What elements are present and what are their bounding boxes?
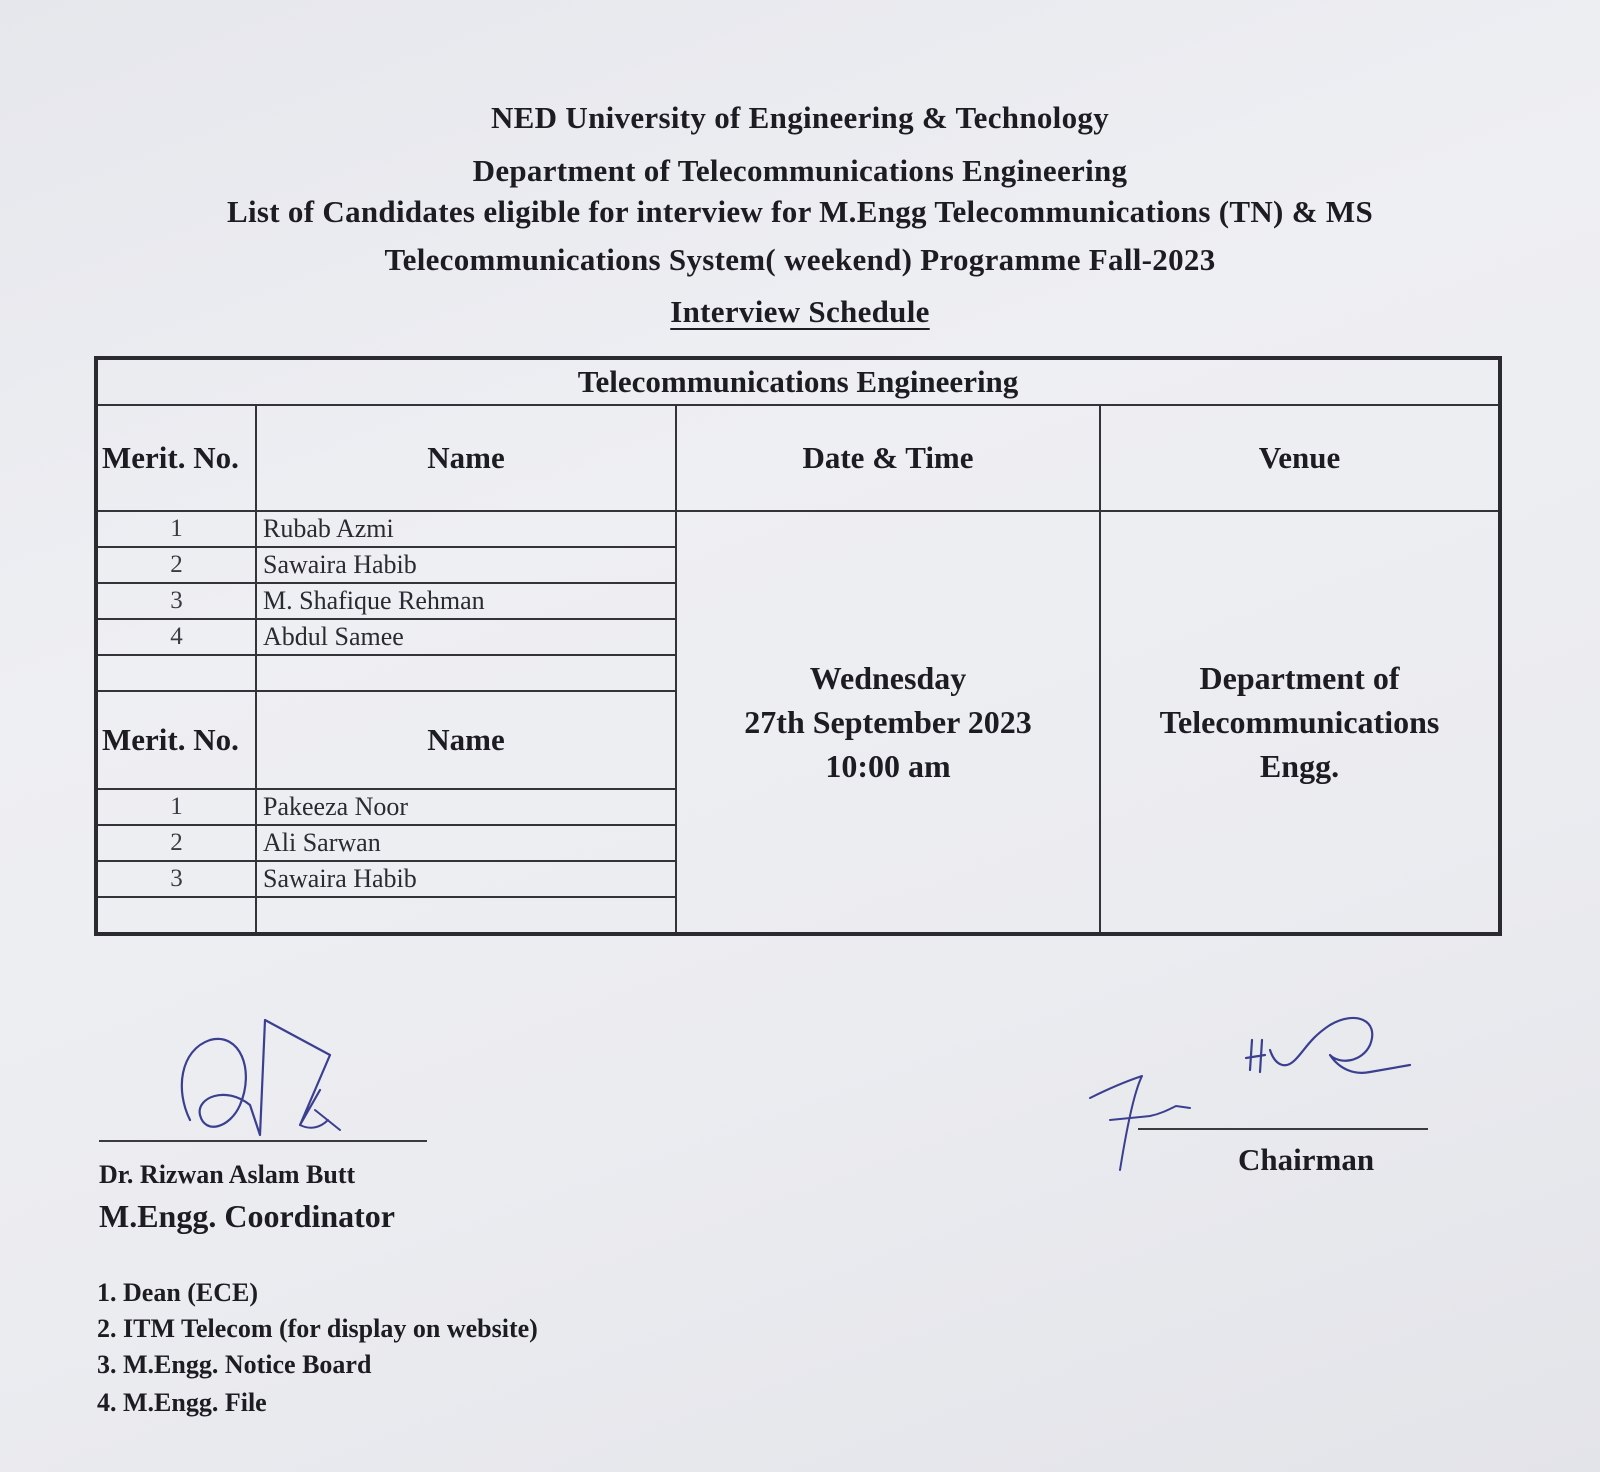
candidate-name: Pakeeza Noor bbox=[256, 789, 676, 825]
blank-cell bbox=[256, 897, 676, 934]
chairman-title: Chairman bbox=[1238, 1142, 1375, 1177]
copy-recipient: 4. M.Engg. File bbox=[97, 1388, 267, 1417]
venue-line-2: Telecommunications bbox=[1159, 704, 1440, 740]
copy-recipient: 3. M.Engg. Notice Board bbox=[97, 1350, 372, 1379]
column-header-venue: Venue bbox=[1100, 405, 1500, 511]
interview-date-time bbox=[676, 511, 1100, 934]
department-title: Department of Telecommunications Engineering bbox=[472, 153, 1128, 188]
schedule-heading bbox=[0, 294, 1600, 330]
venue-line-1: Department of bbox=[1199, 660, 1400, 696]
interview-venue bbox=[1100, 511, 1500, 934]
coordinator-signature-line bbox=[99, 1140, 427, 1142]
coordinator-signature bbox=[170, 1010, 370, 1160]
blank-cell bbox=[96, 897, 256, 934]
merit-number: 4 bbox=[96, 619, 256, 655]
blank-cell bbox=[96, 655, 256, 691]
blank-cell bbox=[256, 655, 676, 691]
venue-line-3: Engg. bbox=[1259, 748, 1340, 784]
column-header-merit-2: Merit. No. bbox=[96, 691, 256, 789]
candidate-name: Sawaira Habib bbox=[256, 861, 676, 897]
interview-time: 10:00 am bbox=[825, 748, 951, 784]
university-title: NED University of Engineering & Technology bbox=[491, 100, 1109, 135]
list-title-line-1: List of Candidates eligible for interview for M.Engg Telecommunications (TN) & MS bbox=[227, 194, 1373, 229]
interview-day: Wednesday bbox=[809, 660, 967, 696]
table-row bbox=[96, 511, 1500, 547]
coordinator-name: Dr. Rizwan Aslam Butt bbox=[99, 1160, 356, 1189]
column-header-name: Name bbox=[256, 405, 676, 511]
merit-number: 3 bbox=[96, 861, 256, 897]
interview-date: 27th September 2023 bbox=[744, 704, 1032, 740]
column-header-name-2: Name bbox=[256, 691, 676, 789]
candidate-name: Sawaira Habib bbox=[256, 547, 676, 583]
section-title: Telecommunications Engineering bbox=[96, 358, 1500, 405]
schedule-heading-text: Interview Schedule bbox=[670, 294, 930, 329]
candidate-name: Abdul Samee bbox=[256, 619, 676, 655]
copy-recipient: 2. ITM Telecom (for display on website) bbox=[97, 1314, 538, 1343]
merit-number: 2 bbox=[96, 825, 256, 861]
chairman-signature-line bbox=[1138, 1128, 1428, 1130]
merit-number: 3 bbox=[96, 583, 256, 619]
merit-number: 1 bbox=[96, 511, 256, 547]
candidate-name: Rubab Azmi bbox=[256, 511, 676, 547]
interview-schedule-table bbox=[94, 356, 1502, 936]
list-title-line-2: Telecommunications System( weekend) Programme Fall-2023 bbox=[384, 242, 1216, 277]
merit-number: 1 bbox=[96, 789, 256, 825]
column-header-datetime: Date & Time bbox=[676, 405, 1100, 511]
column-header-merit: Merit. No. bbox=[96, 405, 256, 511]
copy-recipient: 1. Dean (ECE) bbox=[97, 1278, 259, 1307]
merit-number: 2 bbox=[96, 547, 256, 583]
candidate-name: M. Shafique Rehman bbox=[256, 583, 676, 619]
coordinator-title: M.Engg. Coordinator bbox=[99, 1198, 395, 1234]
candidate-name: Ali Sarwan bbox=[256, 825, 676, 861]
